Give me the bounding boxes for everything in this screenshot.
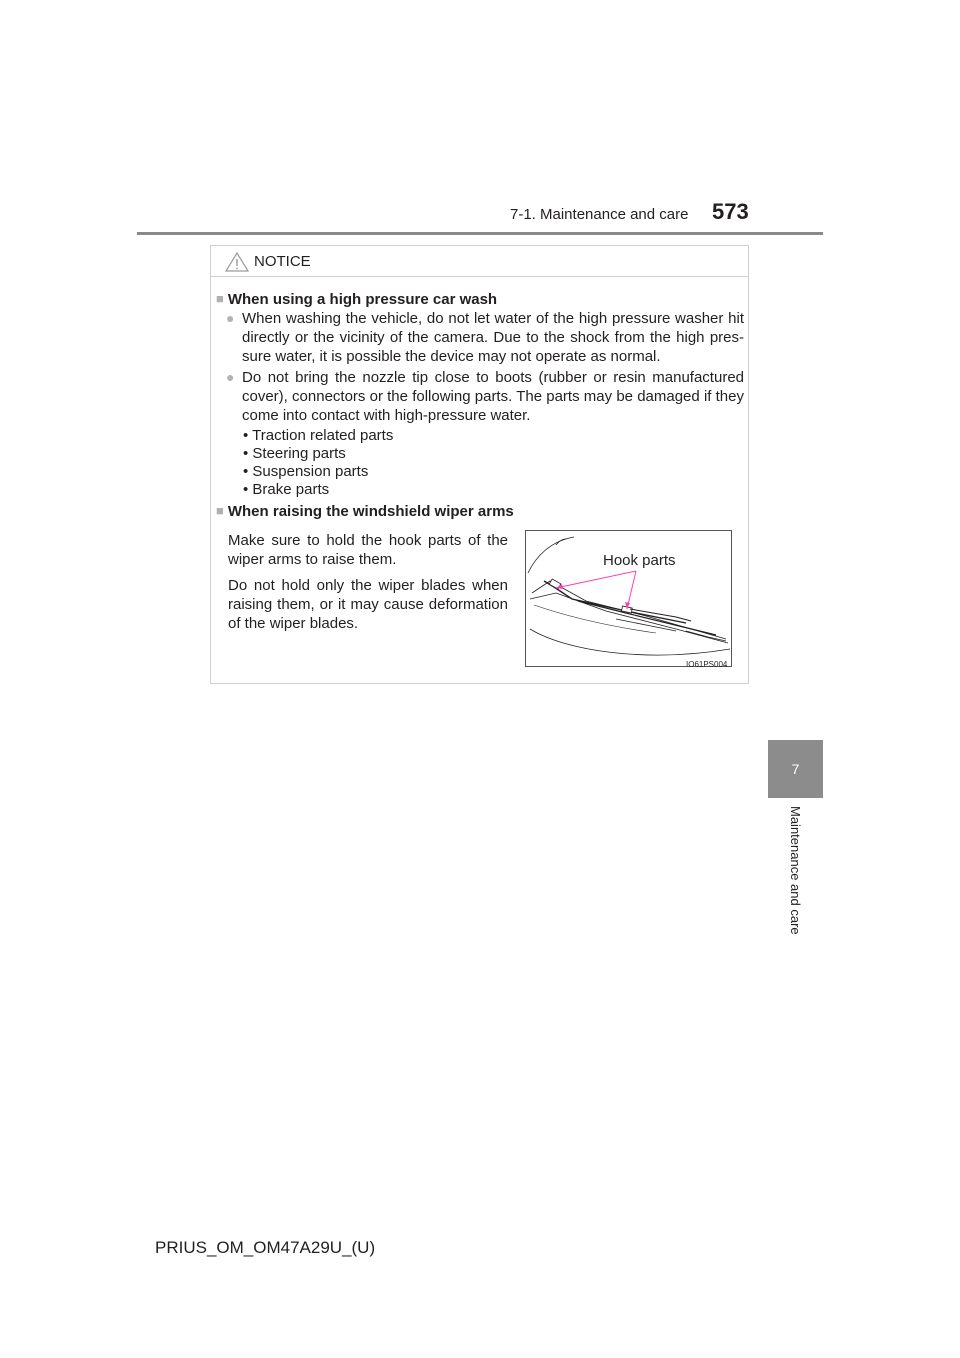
chapter-title: Maintenance and care: [788, 806, 803, 935]
bullet-item: [228, 368, 744, 425]
section-title: 7-1. Maintenance and care: [510, 206, 689, 223]
circle-bullet-icon: ●: [226, 310, 235, 326]
document-id: PRIUS_OM_OM47A29U_(U): [155, 1238, 376, 1257]
section-heading-car-wash: ■ When using a high pressure car wash: [216, 291, 498, 308]
square-bullet-icon: ■: [216, 503, 224, 518]
bullet-text: Do not bring the nozzle tip close to boots (rubber or resin manufactured cover), connectors or the following parts. The parts may be damaged if they come into contact with high-pressure water.: [242, 369, 744, 424]
list-item: • Brake parts: [243, 481, 330, 498]
paragraph: Make sure to hold the hook parts of the wiper arms to raise them.: [228, 532, 508, 568]
parts-list: [243, 427, 393, 499]
header-divider: [137, 232, 823, 235]
section-heading-wiper-arms: ■ When raising the windshield wiper arms: [216, 503, 514, 520]
circle-bullet-icon: ●: [226, 369, 235, 385]
list-item: • Suspension parts: [243, 463, 369, 480]
list-item: • Traction related parts: [243, 427, 394, 444]
hook-parts-label: Hook parts: [603, 552, 676, 569]
bullet-item: [228, 309, 744, 366]
notice-content: [211, 278, 748, 683]
notice-header: [211, 246, 748, 277]
paragraph: Do not hold only the wiper blades when raising them, or it may cause deformation of the wiper blades.: [228, 577, 508, 632]
bullet-text: When washing the vehicle, do not let water of the high pressure washer hit directly or the vicinity of the camera. Due to the shock from the high pres-sure water, it is possible the device may not operate as normal.: [242, 310, 744, 365]
wiper-illustration: [525, 530, 732, 667]
chapter-number: 7: [791, 761, 800, 777]
square-bullet-icon: ■: [216, 291, 224, 306]
figure-code: IO61PS004: [686, 660, 728, 669]
chapter-number-tab: [768, 740, 823, 798]
page-number: 573: [712, 199, 749, 224]
notice-box: [210, 245, 749, 684]
warning-triangle-icon: [225, 252, 249, 272]
notice-title: NOTICE: [254, 253, 311, 270]
list-item: • Steering parts: [243, 445, 346, 462]
chapter-title-tab: [768, 800, 823, 960]
